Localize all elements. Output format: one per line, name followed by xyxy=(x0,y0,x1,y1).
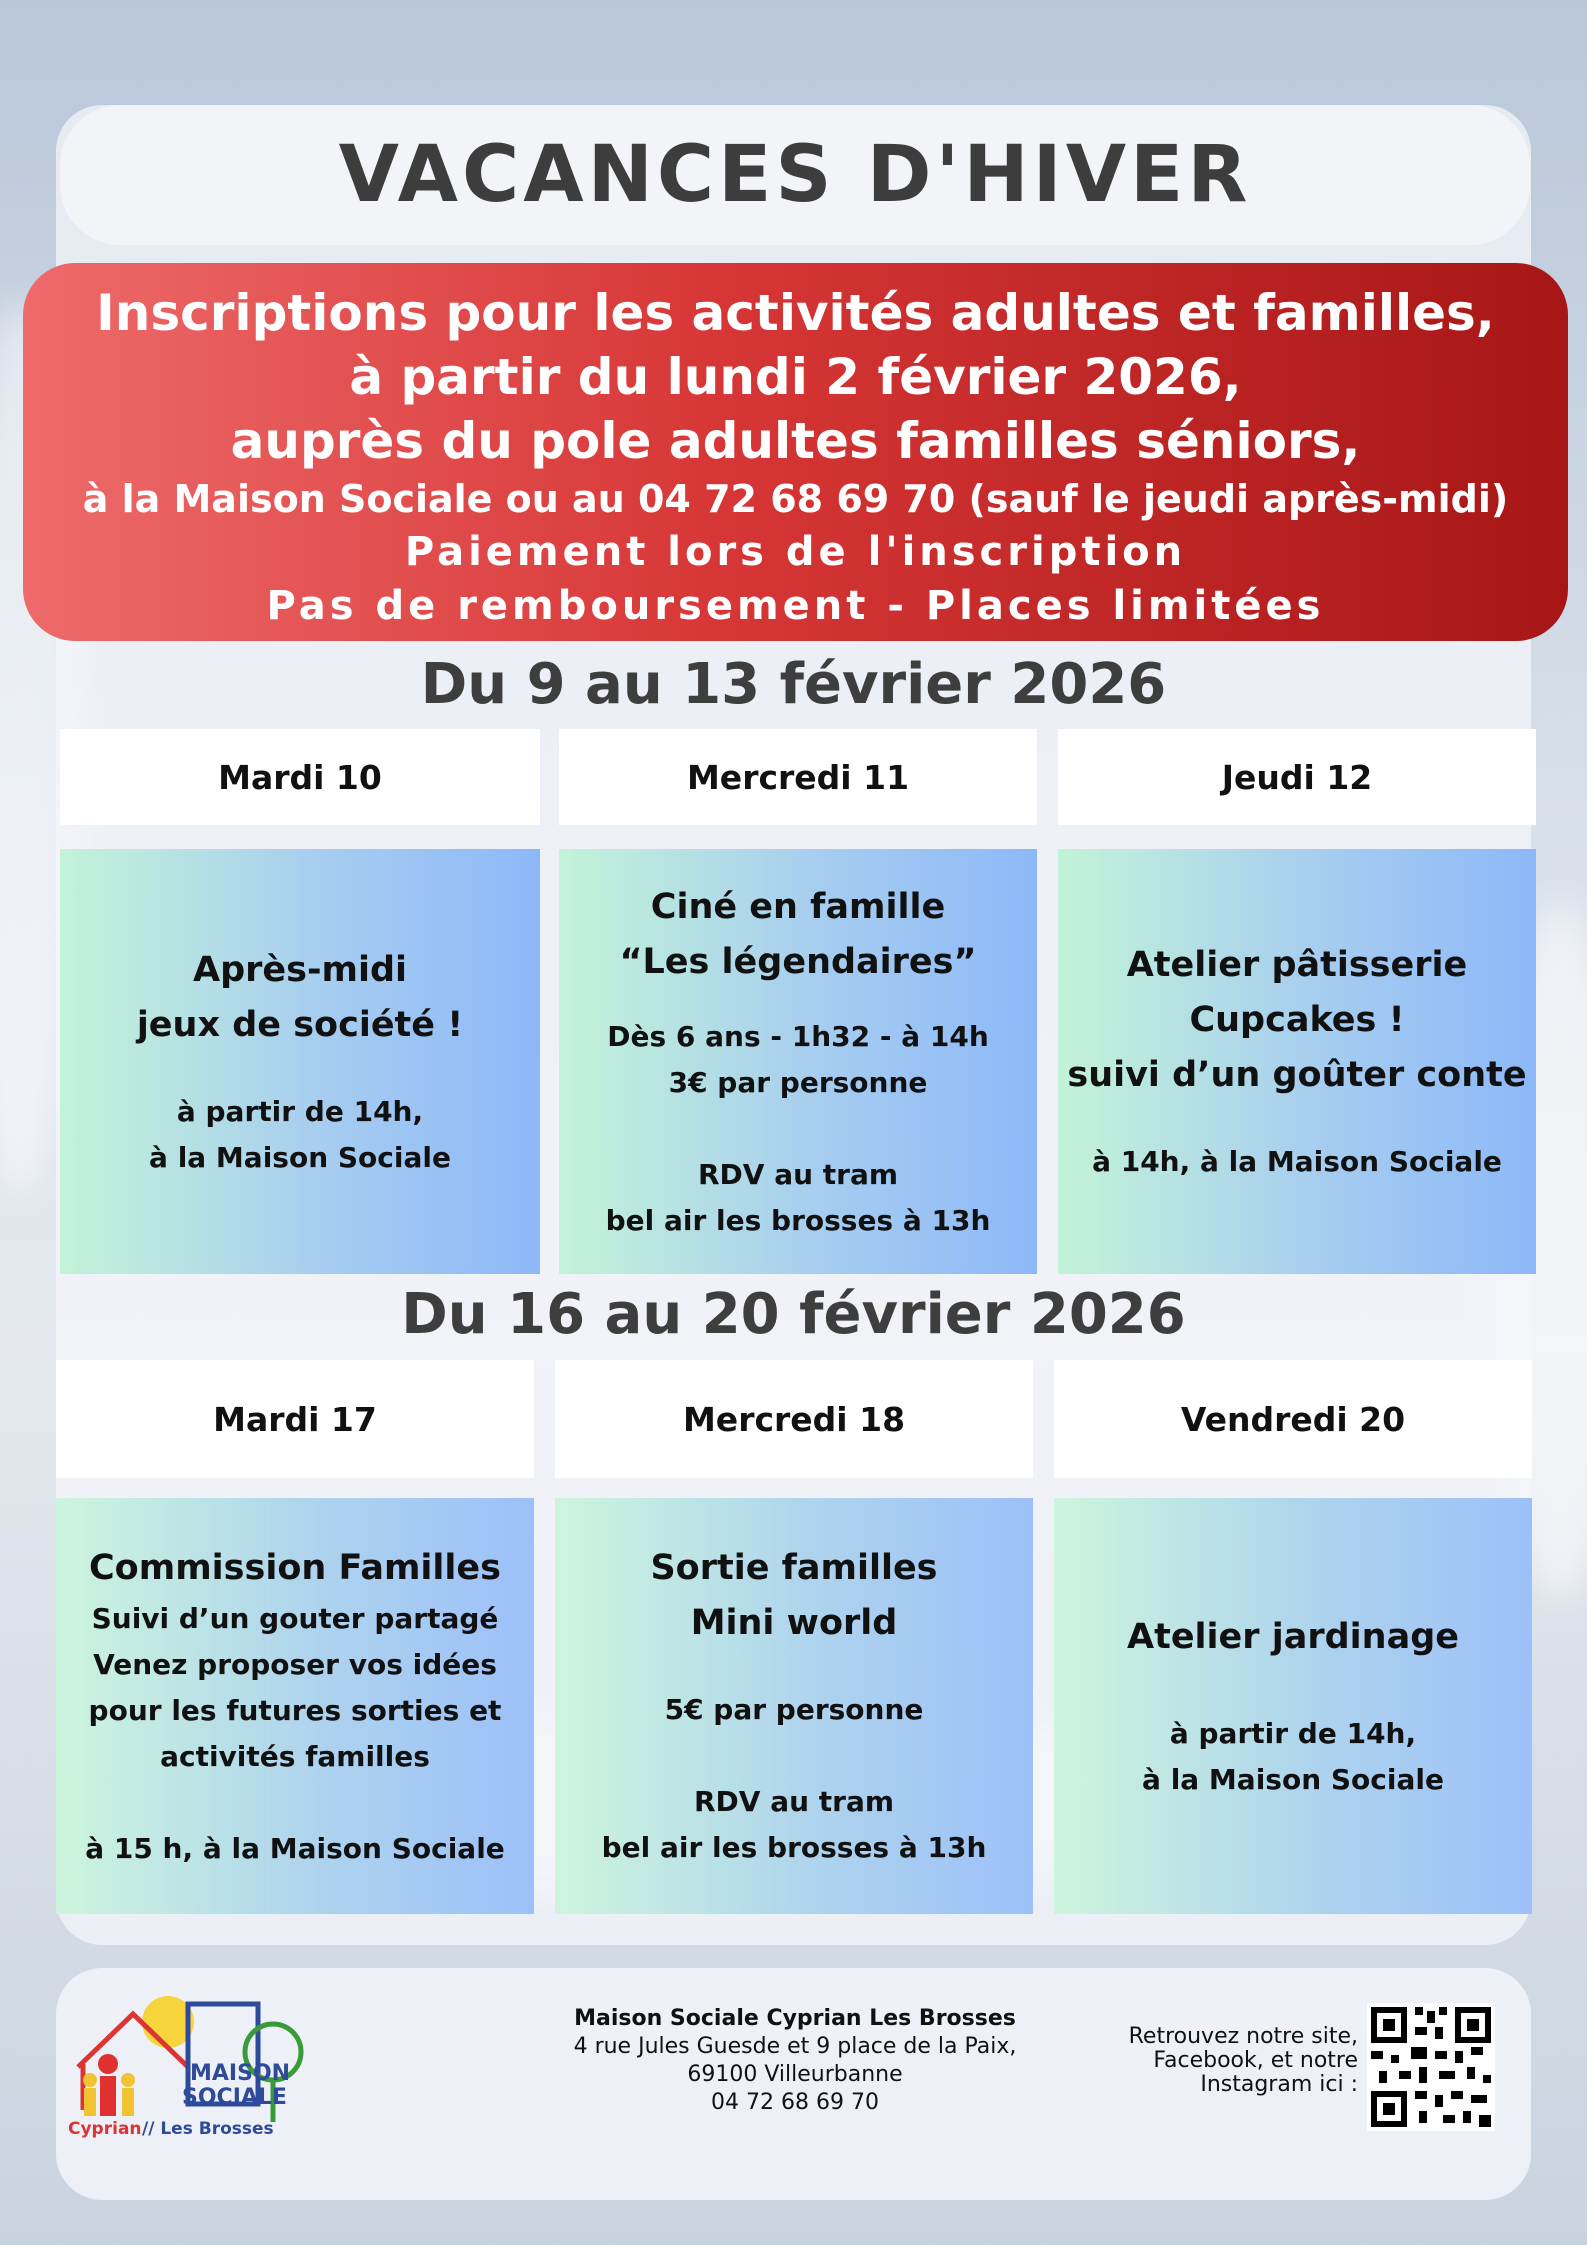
logo-text: SOCIALE xyxy=(182,2085,287,2110)
day-header-mardi-17: Mardi 17 xyxy=(56,1360,534,1478)
activity-detail: à 15 h, à la Maison Sociale xyxy=(85,1831,505,1865)
maison-sociale-logo xyxy=(68,1992,308,2142)
activity-detail: à la Maison Sociale xyxy=(1142,1762,1444,1796)
activity-detail: RDV au tram xyxy=(693,1785,895,1818)
activity-card-jeudi-12 xyxy=(1058,849,1536,1274)
qr-caption-line: Facebook, et notre xyxy=(1153,2048,1358,2073)
address-line: 69100 Villeurbanne xyxy=(687,2062,903,2087)
activity-detail: bel air les brosses à 13h xyxy=(605,1203,991,1237)
page-title: VACANCES D'HIVER xyxy=(338,130,1252,220)
activity-title: Mini world xyxy=(690,1603,898,1643)
activity-title: Atelier pâtisserie xyxy=(1126,945,1468,985)
day-header-jeudi-12: Jeudi 12 xyxy=(1058,729,1536,825)
banner-line: Pas de remboursement - Places limitées xyxy=(266,583,1325,629)
week1-title: Du 9 au 13 février 2026 xyxy=(420,652,1167,717)
activity-detail: activités familles xyxy=(160,1739,430,1773)
activity-card-mardi-17 xyxy=(56,1498,534,1914)
day-header-mercredi-11: Mercredi 11 xyxy=(559,729,1037,825)
qr-caption-line: Retrouvez notre site, xyxy=(1128,2024,1358,2049)
activity-title: Atelier jardinage xyxy=(1127,1616,1459,1657)
activity-detail: 5€ par personne xyxy=(664,1693,924,1726)
activity-detail: à 14h, à la Maison Sociale xyxy=(1092,1145,1502,1178)
activity-detail: à partir de 14h, xyxy=(1169,1716,1417,1750)
activity-detail: à la Maison Sociale xyxy=(149,1140,451,1174)
banner-line: à la Maison Sociale ou au 04 72 68 69 70 (sauf le jeudi après-midi) xyxy=(82,477,1509,521)
activity-title: Sortie familles xyxy=(650,1548,938,1588)
registration-banner xyxy=(23,263,1568,641)
qr-code-icon[interactable] xyxy=(1367,2003,1495,2131)
activity-detail: 3€ par personne xyxy=(668,1065,928,1099)
org-name: Maison Sociale Cyprian Les Brosses xyxy=(574,2006,1016,2031)
activity-detail: RDV au tram xyxy=(697,1157,899,1191)
activity-detail: à partir de 14h, xyxy=(176,1094,424,1128)
logo-text: Cyprian xyxy=(68,2119,142,2139)
logo-text: MAISON xyxy=(190,2061,291,2086)
banner-line: à partir du lundi 2 février 2026, xyxy=(349,348,1242,406)
activity-title: “Les légendaires” xyxy=(619,941,977,982)
activity-title: Après-midi xyxy=(192,949,408,990)
activity-title: Commission Familles xyxy=(89,1547,501,1588)
activity-title: suivi d’un goûter conte xyxy=(1067,1055,1527,1095)
activity-detail: Dès 6 ans - 1h32 - à 14h xyxy=(607,1019,989,1053)
week2-title: Du 16 au 20 février 2026 xyxy=(401,1282,1186,1347)
title-box xyxy=(60,105,1530,245)
activity-detail: Venez proposer vos idées xyxy=(93,1647,497,1681)
activity-detail: pour les futures sorties et xyxy=(88,1693,502,1727)
activity-title: Cupcakes ! xyxy=(1189,1000,1405,1040)
activity-card-mercredi-18 xyxy=(555,1498,1033,1914)
day-header-mardi-10: Mardi 10 xyxy=(60,729,540,825)
phone-number: 04 72 68 69 70 xyxy=(711,2090,879,2115)
logo-text: // Les Brosses xyxy=(142,2119,274,2139)
banner-line: Paiement lors de l'inscription xyxy=(404,529,1187,575)
qr-caption xyxy=(1080,2025,1358,2097)
activity-card-mercredi-11 xyxy=(559,849,1037,1274)
address-block xyxy=(520,2005,1070,2117)
qr-caption-line: Instagram ici : xyxy=(1200,2072,1358,2097)
address-line: 4 rue Jules Guesde et 9 place de la Paix, xyxy=(573,2034,1017,2059)
banner-line: Inscriptions pour les activités adultes et familles, xyxy=(96,284,1495,342)
activity-title: jeux de société ! xyxy=(136,1004,464,1045)
activity-title: Ciné en famille xyxy=(650,886,946,927)
activity-card-mardi-10 xyxy=(60,849,540,1274)
activity-detail: bel air les brosses à 13h xyxy=(601,1831,987,1864)
activity-card-vendredi-20 xyxy=(1054,1498,1532,1914)
day-header-mercredi-18: Mercredi 18 xyxy=(555,1360,1033,1478)
banner-line: auprès du pole adultes familles séniors, xyxy=(230,412,1361,470)
day-header-vendredi-20: Vendredi 20 xyxy=(1054,1360,1532,1478)
activity-detail: Suivi d’un gouter partagé xyxy=(91,1601,499,1635)
